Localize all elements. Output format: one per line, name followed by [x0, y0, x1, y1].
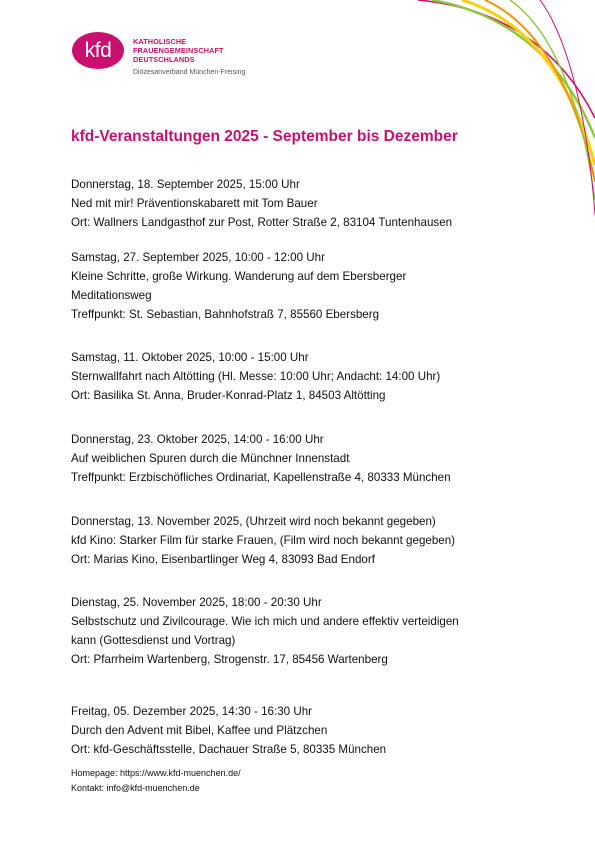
event-description: Kleine Schritte, große Wirkung. Wanderung auf dem Ebersberger — [71, 270, 407, 283]
kfd-logo — [72, 32, 245, 77]
event-date: Donnerstag, 13. November 2025, (Uhrzeit wird noch bekannt gegeben) — [71, 515, 436, 528]
event-description: Auf weiblichen Spuren durch die Münchner Innenstadt — [71, 452, 350, 465]
event-block — [71, 593, 521, 669]
contact-email[interactable]: Kontakt: info@kfd-muenchen.de — [71, 782, 200, 793]
event-date: Donnerstag, 18. September 2025, 15:00 Uhr — [71, 178, 300, 191]
event-date: Freitag, 05. Dezember 2025, 14:30 - 16:30 Uhr — [71, 705, 313, 718]
event-block — [71, 702, 521, 759]
event-block — [71, 248, 521, 324]
logo-line-1: KATHOLISCHE — [133, 37, 187, 46]
logo-subtitle: Diözesanverband München-Freising — [133, 69, 246, 76]
event-location: Ort: Marias Kino, Eisenbartlinger Weg 4, 83093 Bad Endorf — [71, 553, 375, 566]
event-location: Ort: Pfarrheim Wartenberg, Strogenstr. 17, 85456 Wartenberg — [71, 653, 388, 666]
event-description: kfd Kino: Starker Film für starke Frauen, (Film wird noch bekannt gegeben) — [71, 534, 456, 547]
event-location: Treffpunkt: St. Sebastian, Bahnhofstraß 7, 85560 Ebersberg — [71, 308, 380, 321]
logo-line-2: FRAUENGEMEINSCHAFT — [133, 46, 224, 55]
logo-text — [133, 37, 245, 77]
event-description: Ned mit mir! Präventionskabarett mit Tom Bauer — [71, 197, 318, 210]
event-location: Ort: Wallners Landgasthof zur Post, Rotter Straße 2, 83104 Tuntenhausen — [71, 216, 453, 229]
footer — [71, 766, 241, 795]
event-description: Sternwallfahrt nach Altötting (Hl. Messe: 10:00 Uhr; Andacht: 14:00 Uhr) — [71, 370, 441, 383]
logo-badge: kfd — [72, 32, 124, 69]
event-description: Selbstschutz und Zivilcourage. Wie ich mich und andere effektiv verteidigen — [71, 615, 459, 628]
event-date: Samstag, 27. September 2025, 10:00 - 12:00 Uhr — [71, 251, 325, 264]
event-location: Ort: Basilika St. Anna, Bruder-Konrad-Platz 1, 84503 Altötting — [71, 389, 386, 402]
logo-line-3: DEUTSCHLANDS — [133, 55, 195, 64]
event-date: Dienstag, 25. November 2025, 18:00 - 20:30 Uhr — [71, 596, 322, 609]
event-block — [71, 175, 521, 232]
event-description-continued: Meditationsweg — [71, 289, 152, 302]
event-block — [71, 430, 521, 487]
homepage-link[interactable]: Homepage: https://www.kfd-muenchen.de/ — [71, 768, 241, 778]
event-date: Donnerstag, 23. Oktober 2025, 14:00 - 16:00 Uhr — [71, 433, 324, 446]
event-date: Samstag, 11. Oktober 2025, 10:00 - 15:00 Uhr — [71, 351, 309, 364]
event-location: Treffpunkt: Erzbischöfliches Ordinariat, Kapellenstraße 4, 80333 München — [71, 471, 451, 484]
event-description: Durch den Advent mit Bibel, Kaffee und Plätzchen — [71, 724, 328, 737]
page-title: kfd-Veranstaltungen 2025 - September bis Dezember — [71, 128, 458, 145]
event-block — [71, 512, 521, 569]
event-block — [71, 348, 521, 405]
event-description-continued: kann (Gottesdienst und Vortrag) — [71, 634, 236, 647]
event-location: Ort: kfd-Geschäftsstelle, Dachauer Straße 5, 80335 München — [71, 743, 387, 756]
